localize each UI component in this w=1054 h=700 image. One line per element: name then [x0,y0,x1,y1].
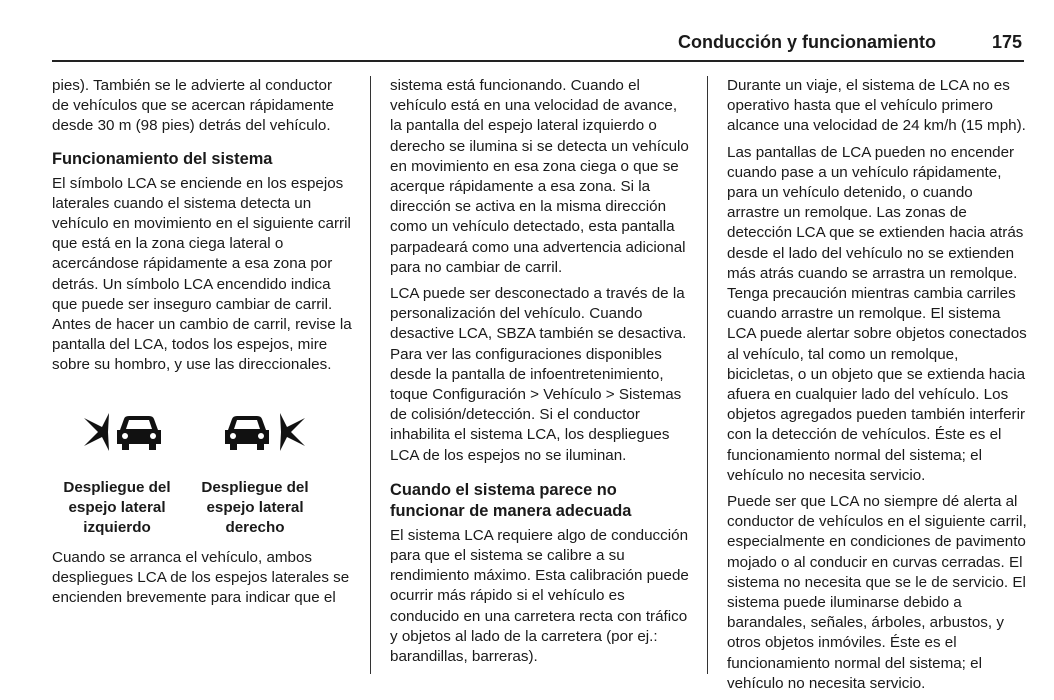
col2-paragraph-3: El sistema LCA requiere algo de conducción para que el sistema se calibre a su rendimiento máximo. Esta calibración puede ocurrir más rápido si el vehículo es conducido en una carretera recta con tráfico y objetos al lado de la carretera (por ej.: barandillas, barreras). [390,526,689,666]
column-divider-2 [707,76,708,674]
col2-paragraph-2: LCA puede ser desconectado a través de la personalización del vehículo. Cuando desactive LCA, SBZA también se desactiva. Para ver las configuraciones disponibles desde la pantalla de infoentretenimiento, toque Configuración > Vehículo > Sistemas de colisión/detección. Si el conductor inhabilita el sistema LCA, los despliegues LCA de los espejos no se iluminan. [390,285,687,464]
page-number: 175 [991,32,1022,52]
col1-paragraph-1: pies). También se le advierte al conductor de vehículos que se acercan rápidamente desde 30 m (98 pies) detrás del vehículo. [52,77,334,135]
col3-paragraph-2: Las pantallas de LCA pueden no encender cuando pase a un vehículo rápidamente, para un vehículo detenido, o cuando arrastre un remolque. Las zonas de detección LCA que se extienden hacia atrás desde el lado del vehículo no se extienden más atrás cuando se arrastra un remolque. Tenga precaución mientras cambia carriles cuando arrastre un remolque. El sistema LCA puede alertar sobre objetos conectados al vehículo, tal como un remolque, bicicletas, o un objeto que se extienda hacia afuera en cualquier lado del vehículo. Los objetos agregados pueden también interferir con la detección de vehículos. Éste es el funcionamiento normal del sistema; el vehículo no necesita servicio. [727,143,1027,484]
column-1 [52,76,352,614]
col3-paragraph-1: Durante un viaje, el sistema de LCA no es operativo hasta que el vehículo primero alcance una velocidad de 24 km/h (15 mph). [727,77,1026,135]
column-divider-1 [370,76,371,674]
section-title: Conducción y funcionamiento [677,32,936,52]
mirror-display-icons [52,394,352,474]
col3-paragraph-3: Puede ser que LCA no siempre dé alerta al conductor de vehículos en el siguiente carril, especialmente en condiciones de pavimento mojado o al conducir en curvas cerradas. El sistema no necesita que se le de servicio. El sistema puede iluminarse debido a barandales, señales, árboles, arbustos, y otros objetos inmóviles. Éste es el funcionamiento normal del sistema; el vehículo no necesita servicio. [727,493,1027,692]
heading-system-operation: Funcionamiento del sistema [52,149,273,168]
col1-paragraph-2: El símbolo LCA se enciende en los espejos laterales cuando el sistema detecta un vehículo en movimiento en el siguiente carril que está en la zona ciega lateral o acercándose rápidamente a esa zona por detrás. Un símbolo LCA encendido indica que puede ser inseguro cambiar de carril. Antes de hacer un cambio de carril, revise la pantalla del LCA, todos los espejos, mire sobre su hombro, y use las direccionales. [52,174,352,374]
col1-paragraph-3: Cuando se arranca el vehículo, ambos despliegues LCA de los espejos laterales se encienden brevemente para indicar que el [52,548,350,607]
col2-paragraph-1: sistema está funcionando. Cuando el vehículo está en una velocidad de avance, la pantalla del espejo lateral izquierdo o derecho se ilumina si se detecta un vehículo en movimiento en esa zona ciega o que se acerque rápidamente a esa zona. Si la dirección se activa en la misma dirección como un vehículo detectado, esta pantalla parpadeará como una advertencia adicional para no cambiar de carril. [390,77,689,276]
column-2 [390,76,690,673]
icon-captions [52,478,352,548]
page-header [52,30,1024,62]
heading-system-malfunction: Cuando el sistema parece no funcionar de manera adecuada [390,480,632,520]
column-3 [727,76,1027,700]
caption-right-mirror: Despliegue del espejo lateral derecho [201,478,309,537]
lca-left-mirror-icon [82,410,172,454]
caption-left-mirror: Despliegue del espejo lateral izquierdo [63,478,171,537]
lca-right-mirror-icon [217,410,307,454]
